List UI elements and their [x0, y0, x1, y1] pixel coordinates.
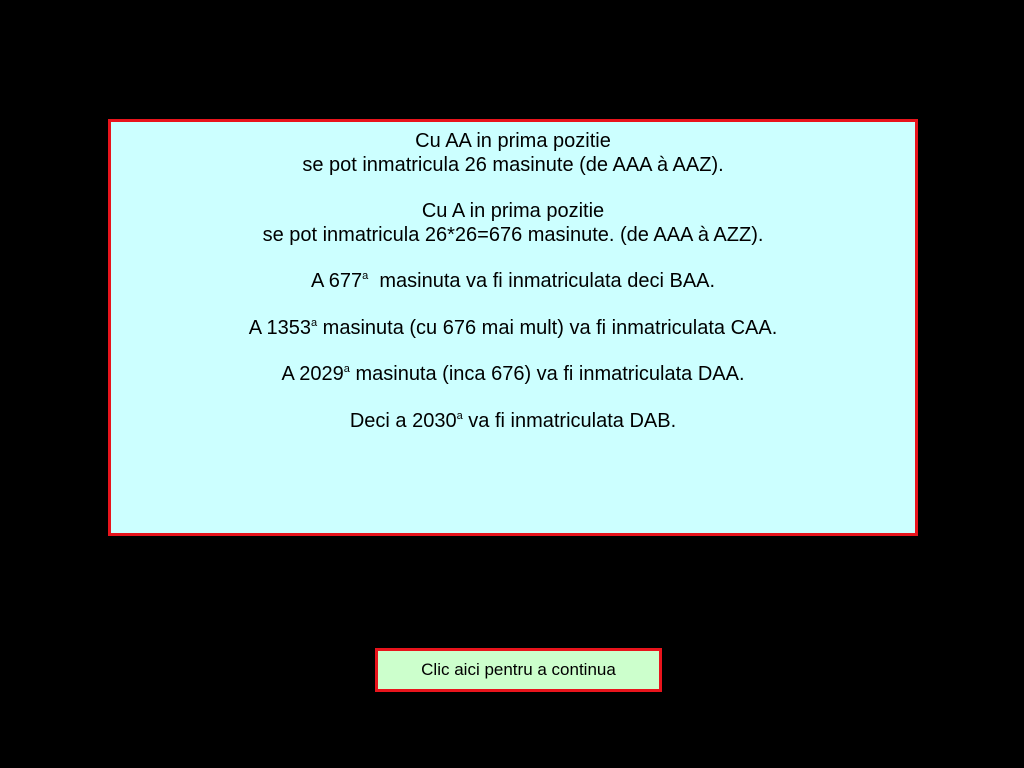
paragraph-a-first	[111, 200, 915, 247]
paragraph-2030	[111, 410, 915, 434]
ordinal-superscript: a	[362, 270, 369, 282]
text-segment: masinuta (cu 676 mai mult) va fi inmatriculata CAA.	[317, 316, 778, 339]
text-line: se pot inmatricula 26 masinute (de AAA à AAZ).	[302, 153, 724, 176]
continue-button-label: Clic aici pentru a continua	[421, 660, 616, 679]
explanation-box	[108, 119, 918, 536]
text-line	[111, 270, 915, 294]
text-segment: A 2029	[281, 363, 344, 385]
text-segment: masinuta va fi inmatriculata deci BAA.	[368, 270, 716, 292]
text-segment: va fi inmatriculata DAB.	[462, 409, 677, 432]
text-segment: A 1353	[248, 316, 311, 339]
text-segment: Deci a 2030	[349, 409, 457, 432]
text-line: se pot inmatricula 26*26=676 masinute. (de AAA à AZZ).	[262, 223, 764, 246]
text-segment: A 677	[310, 270, 363, 292]
ordinal-superscript: a	[343, 363, 350, 375]
text-line	[111, 410, 915, 434]
text-segment: masinuta (inca 676) va fi inmatriculata DAA.	[349, 363, 745, 385]
paragraph-aa-first	[111, 130, 915, 177]
continue-button[interactable]	[375, 648, 662, 692]
paragraph-2029	[111, 363, 915, 387]
text-line: Cu A in prima pozitie	[421, 200, 605, 222]
paragraph-677	[111, 270, 915, 294]
text-line	[111, 317, 915, 341]
text-line	[111, 363, 915, 387]
text-line: Cu AA in prima pozitie	[415, 130, 611, 152]
ordinal-superscript: a	[456, 409, 463, 422]
ordinal-superscript: a	[311, 316, 318, 329]
paragraph-1353	[111, 317, 915, 341]
